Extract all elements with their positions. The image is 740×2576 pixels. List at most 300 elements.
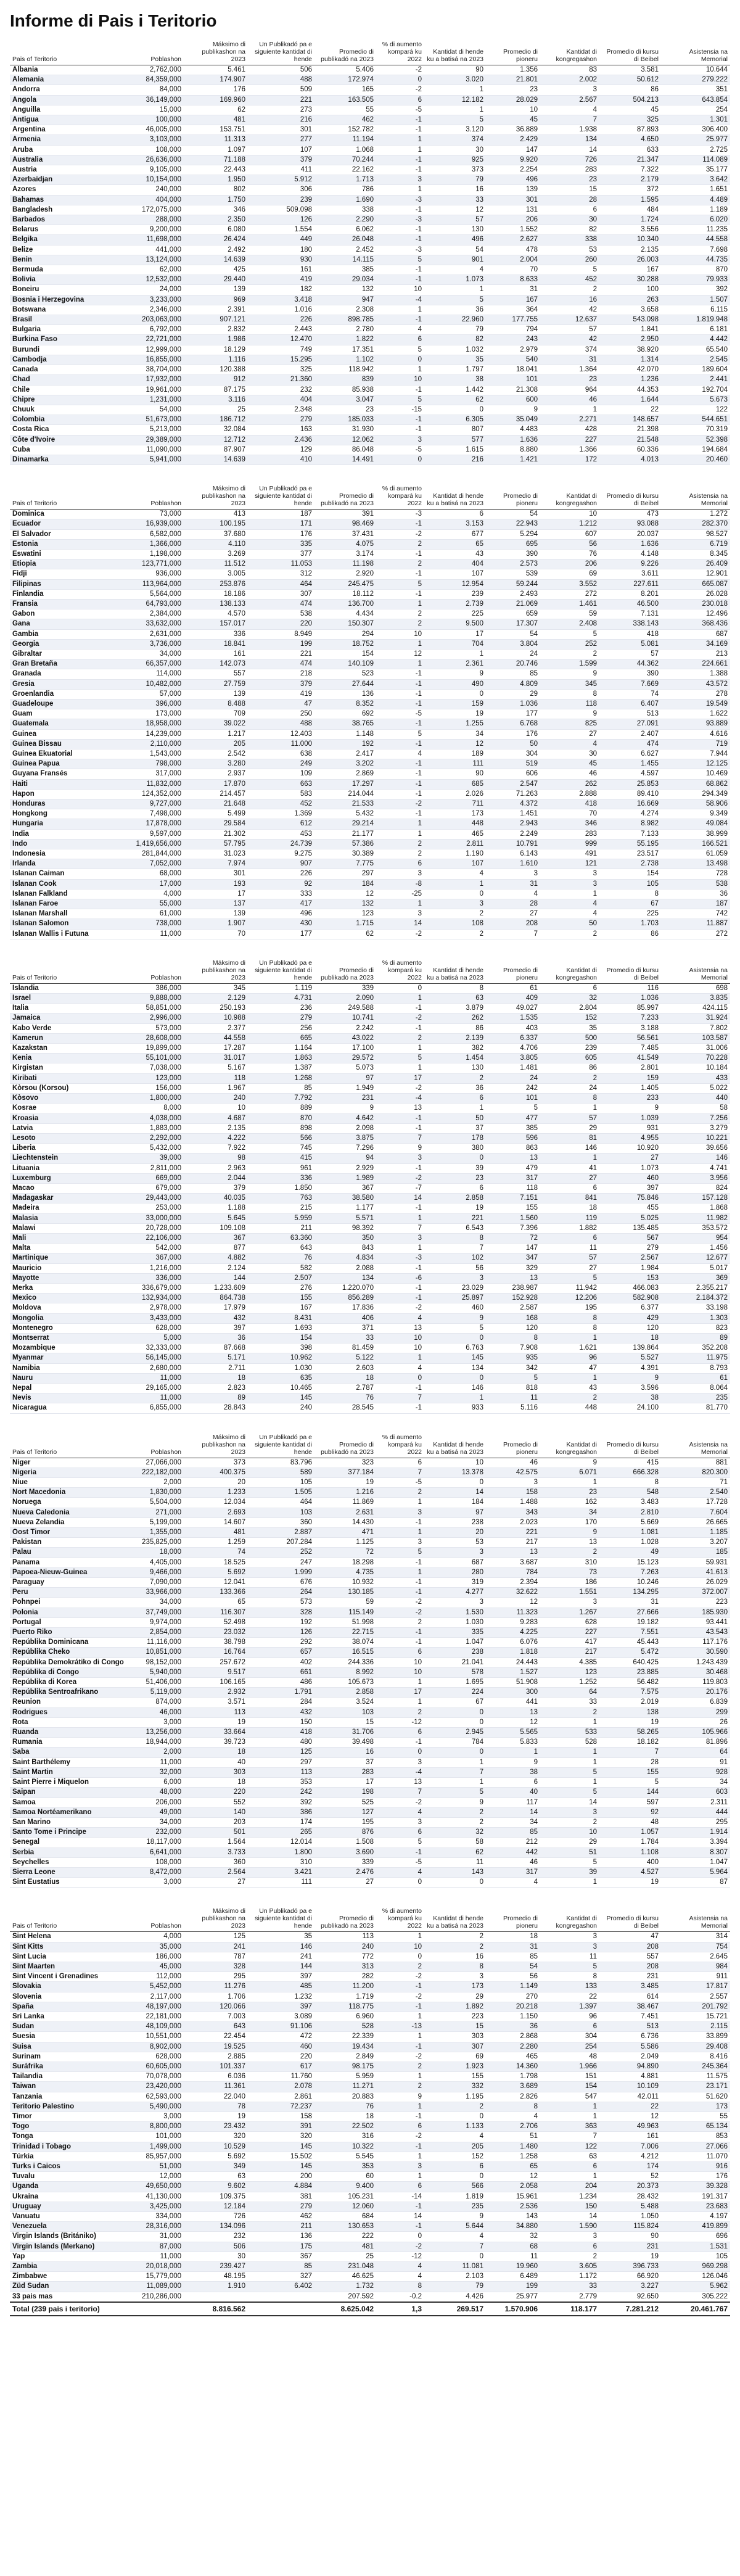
value-cell: 1.800 [248,1847,314,1857]
country-name-cell: Portugal [10,1617,127,1627]
table-row [10,1054,730,1063]
column-header: Promedio di publikadó na 2023 [314,484,376,510]
total-value-cell: 7.281.212 [599,2302,661,2316]
table-row [10,1982,730,1992]
column-header: Kantidat di kongregashon [540,484,599,510]
value-cell: -5 [376,1857,424,1867]
value-cell: 13 [486,1154,540,1163]
value-cell: 14,239,000 [127,729,184,739]
value-cell: 225 [424,609,486,619]
value-cell: 3.605 [540,2262,599,2272]
table-row [10,2002,730,2012]
value-cell: 8 [540,1313,599,1323]
value-cell: 2.861 [248,2092,314,2102]
value-cell: 38.798 [184,1638,248,1648]
value-cell: 10.469 [661,769,730,779]
value-cell: 127 [314,1807,376,1817]
table-row [10,869,730,879]
value-cell: 6 [376,1828,424,1838]
value-cell: 103 [314,1707,376,1717]
value-cell: 1.188 [184,1203,248,1213]
value-cell: 18,958,000 [127,719,184,729]
value-cell: 24 [486,1073,540,1083]
value-cell: 1,499,000 [127,2142,184,2152]
value-cell: 174 [248,1817,314,1827]
value-cell: 2 [424,1073,486,1083]
value-cell: 2.943 [486,819,540,829]
value-cell: 31.706 [314,1728,376,1738]
value-cell: 3.207 [661,1538,730,1548]
value-cell: 89.410 [599,789,661,799]
value-cell: 2.124 [184,1263,248,1273]
value-cell: 1.116 [184,355,248,365]
value-cell: 7.974 [184,859,248,869]
country-name-cell: Slovenia [10,1992,127,2002]
value-cell: 63 [184,2172,248,2182]
value-cell: 404 [424,559,486,569]
table-row [10,2142,730,2152]
value-cell: 856.289 [314,1294,376,1303]
value-cell: 5,432,000 [127,1144,184,1154]
value-cell: 21.177 [314,829,376,839]
value-cell: 1 [376,1932,424,1942]
value-cell: 115.149 [314,1608,376,1617]
value-cell: 2 [376,559,424,569]
value-cell: 39.723 [184,1738,248,1748]
country-name-cell: Islanan Cook [10,879,127,889]
value-cell: 150 [248,1717,314,1727]
column-header: % di aumento kompará ku 2022 [376,1906,424,1932]
table-row [10,1113,730,1123]
value-cell: 1.784 [599,1838,661,1847]
value-cell: 5.122 [314,1353,376,1363]
value-cell: 23,420,000 [127,2082,184,2092]
value-cell: 617 [248,2062,314,2071]
value-cell: 1.190 [424,849,486,859]
value-cell: 51.620 [661,2092,730,2102]
country-name-cell: Noruega [10,1498,127,1508]
value-cell: 1 [540,2172,599,2182]
value-cell: 2.725 [661,145,730,155]
value-cell: 87,000 [127,2242,184,2252]
value-cell: 11.194 [314,135,376,145]
value-cell: 1.695 [424,1678,486,1688]
value-cell: 118 [184,1073,248,1083]
value-cell: 3.571 [184,1698,248,1707]
value-cell: 79 [424,325,486,335]
table-row [10,510,730,519]
value-cell: 339 [314,983,376,993]
table-row [10,1992,730,2002]
value-cell: 134 [424,1363,486,1373]
value-cell: 7.003 [184,2012,248,2021]
column-header: Un Publikadó pa e siguiente kantidat di hende [248,484,314,510]
country-name-cell: Saint Martin [10,1767,127,1777]
value-cell: 1.599 [540,659,599,669]
value-cell: 1.508 [314,1838,376,1847]
value-cell: 2.493 [486,589,540,599]
value-cell: 1.488 [486,1498,540,1508]
value-cell: 5.116 [486,1403,540,1413]
country-name-cell: Nevis [10,1393,127,1403]
table-row [10,2262,730,2272]
table-row [10,1373,730,1383]
value-cell: 8 [540,1972,599,1982]
value-cell: 7.256 [661,1113,730,1123]
value-cell: 153.751 [184,125,248,135]
value-cell: 26,636,000 [127,155,184,165]
value-cell: 481 [314,2242,376,2252]
value-cell: 272 [661,929,730,939]
value-cell: 496 [248,909,314,919]
value-cell: 984 [661,1962,730,1971]
value-cell: 22,106,000 [127,1233,184,1243]
value-cell: 9,974,000 [127,1617,184,1627]
table-row [10,1313,730,1323]
value-cell: 19 [184,2112,248,2121]
country-name-cell: Surinam [10,2052,127,2062]
value-cell: 18.182 [599,1738,661,1748]
value-cell: 147 [486,1244,540,1253]
country-name-cell: Mongolia [10,1313,127,1323]
value-cell: 907.121 [184,315,248,325]
value-cell: 11.982 [661,1213,730,1223]
value-cell: 5 [540,1767,599,1777]
value-cell: 430 [248,919,314,929]
value-cell: 177 [248,929,314,939]
value-cell: 55,000 [127,899,184,909]
column-header: Máksimo di publikashon na 2023 [184,958,248,984]
value-cell: 471 [314,1528,376,1538]
value-cell: 3 [376,1817,424,1827]
value-cell: 335 [424,1628,486,1638]
value-cell: 63 [540,2152,599,2161]
value-cell: 711 [424,799,486,809]
value-cell: -1 [376,205,424,215]
value-cell: 19 [599,1878,661,1888]
value-cell: 51,673,000 [127,415,184,425]
table-row [10,95,730,105]
value-cell: 83 [540,65,599,75]
value-cell: 92.650 [599,2292,661,2302]
value-cell: 8.064 [661,1383,730,1393]
value-cell: 62 [424,395,486,405]
value-cell: 3.552 [540,579,599,589]
value-cell: 1.719 [314,1992,376,2002]
value-cell: 101,000 [127,2132,184,2142]
value-cell: 21.398 [599,425,661,435]
value-cell: 10 [184,1104,248,1113]
value-cell: 7.604 [661,1508,730,1517]
value-cell: 134 [314,1273,376,1283]
value-cell: -1 [376,569,424,579]
value-cell: 37 [314,1757,376,1767]
value-cell: 1.949 [314,1083,376,1093]
value-cell: 56.561 [599,1033,661,1043]
value-cell: 132 [314,899,376,909]
value-cell: 5 [376,255,424,265]
value-cell: 23.683 [661,2202,730,2211]
value-cell: 5,504,000 [127,1498,184,1508]
value-cell: 382 [424,1044,486,1054]
column-header: Un Publikadó pa e siguiente kantidat di hende [248,1906,314,1932]
value-cell: 1,231,000 [127,395,184,405]
value-cell: 51.998 [314,1617,376,1627]
value-cell: 107 [248,145,314,155]
value-cell: 1 [376,659,424,669]
value-cell: 5 [376,1548,424,1558]
value-cell: 573,000 [127,1023,184,1033]
value-cell: 113 [314,1932,376,1942]
country-name-cell: Anguilla [10,105,127,115]
value-cell: 2 [540,2252,599,2261]
value-cell: 60 [314,2172,376,2182]
value-cell: 33.198 [661,1303,730,1313]
value-cell: 2.002 [540,75,599,85]
value-cell: 27.759 [184,679,248,689]
table-row [10,819,730,829]
value-cell: 260 [540,255,599,265]
value-cell: 9 [540,709,599,719]
value-cell: 56 [486,1972,540,1982]
value-cell: 2.858 [424,1194,486,1203]
value-cell: 144 [248,1962,314,1971]
table-row [10,2292,730,2302]
value-cell: 241 [184,1942,248,1952]
value-cell: 33 [424,195,486,205]
value-cell: 2.044 [184,1173,248,1183]
value-cell: 108,000 [127,1857,184,1867]
value-cell: 84,000 [127,85,184,95]
value-cell: 3 [540,1942,599,1952]
value-cell: -1 [376,415,424,425]
value-cell: -1 [376,2112,424,2121]
value-cell: 4 [376,749,424,759]
value-cell: 241 [248,1952,314,1962]
value-cell [248,2292,314,2302]
value-cell: 543.098 [599,315,661,325]
column-header: Máksimo di publikashon na 2023 [184,1906,248,1932]
value-cell: 17 [376,1688,424,1698]
column-header: Poblashon [127,1432,184,1458]
value-cell: 1.732 [314,2282,376,2292]
table-row [10,689,730,699]
country-name-cell: Uruguay [10,2202,127,2211]
value-cell: 453 [248,829,314,839]
table-row [10,849,730,859]
value-cell: 2 [376,1707,424,1717]
value-cell: 10 [376,1657,424,1667]
table-row [10,1203,730,1213]
value-cell: 3 [424,899,486,909]
value-cell: 89 [184,1393,248,1403]
value-cell: 2,000 [127,1478,184,1488]
value-cell: 665.087 [661,579,730,589]
value-cell: 504.213 [599,95,661,105]
value-cell: 349 [184,2162,248,2172]
value-cell: 44.353 [599,385,661,395]
value-cell: 1.032 [424,345,486,355]
value-cell: 7.133 [599,829,661,839]
value-cell: 157.128 [661,1194,730,1203]
value-cell: 9 [376,1144,424,1154]
table-row [10,1133,730,1143]
value-cell: 4 [376,1807,424,1817]
value-cell: 7.006 [599,2142,661,2152]
value-cell: 145 [248,2142,314,2152]
value-cell: 1.073 [599,1163,661,1173]
value-cell: 538 [661,879,730,889]
value-cell: 100,000 [127,115,184,125]
value-cell: 379 [248,679,314,689]
value-cell: 32 [486,2232,540,2242]
value-cell: 24,000 [127,285,184,295]
value-cell: 57 [424,215,486,225]
table-row [10,365,730,375]
value-cell: 5.294 [486,529,540,539]
value-cell: 1.923 [424,2062,486,2071]
value-cell: 91.106 [248,2022,314,2032]
country-name-cell: Slovakia [10,1982,127,1992]
table-row [10,1144,730,1154]
value-cell: 14 [486,1807,540,1817]
table-row [10,579,730,589]
value-cell: 32.084 [184,425,248,435]
value-cell: 1,543,000 [127,749,184,759]
value-cell: 428 [540,425,599,435]
value-cell: 657 [248,1648,314,1657]
value-cell: 165 [314,85,376,95]
value-cell: 392 [248,1798,314,1807]
value-cell: 32 [424,1828,486,1838]
value-cell: 8 [540,1323,599,1333]
value-cell: 2,854,000 [127,1628,184,1638]
value-cell: 192 [314,739,376,749]
value-cell: 172,075,000 [127,205,184,215]
value-cell: 72 [486,1233,540,1243]
value-cell: 1 [540,1373,599,1383]
value-cell: 1.818 [486,1648,540,1657]
value-cell: 92 [248,879,314,889]
value-cell: 523 [314,669,376,679]
value-cell: 5,564,000 [127,589,184,599]
value-cell: 1 [376,2102,424,2112]
value-cell: 1.986 [184,335,248,345]
value-cell: 14.607 [184,1517,248,1527]
value-cell: 336 [184,629,248,639]
value-cell: 692 [314,709,376,719]
value-cell: 34,000 [127,1817,184,1827]
value-cell: 5 [376,729,424,739]
value-cell: 19.549 [661,699,730,709]
value-cell: 429 [599,1313,661,1323]
value-cell: 0 [424,2172,486,2182]
country-name-cell: Virgin Islands (Merkano) [10,2242,127,2252]
value-cell: 85 [248,1083,314,1093]
value-cell: 2.823 [184,1383,248,1393]
value-cell: 372.007 [661,1588,730,1598]
value-cell: 8.488 [184,699,248,709]
value-cell: 385 [314,265,376,275]
value-cell: 27,066,000 [127,1458,184,1468]
value-cell: 386,000 [127,983,184,993]
country-name-cell: Etiopia [10,559,127,569]
value-cell: 2.049 [599,2052,661,2062]
value-cell: 413 [184,510,248,519]
table-row [10,859,730,869]
value-cell: 2.355.217 [661,1283,730,1293]
value-cell: 14 [376,1194,424,1203]
value-cell: 26.665 [661,1517,730,1527]
value-cell: 9 [424,2212,486,2222]
value-cell: 3 [376,2162,424,2172]
value-cell: 239 [248,195,314,205]
value-cell: 51,406,000 [127,1678,184,1688]
table-row [10,1648,730,1657]
value-cell: 10.109 [599,2082,661,2092]
value-cell: 2.311 [661,1798,730,1807]
value-cell: 133 [540,1982,599,1992]
value-cell: 5.022 [661,1083,730,1093]
value-cell: 130.653 [314,2222,376,2232]
value-cell: 184 [424,1498,486,1508]
country-name-cell: Madagaskar [10,1194,127,1203]
value-cell: 186,000 [127,1952,184,1962]
value-cell: 206,000 [127,1798,184,1807]
value-cell: 2.540 [661,1488,730,1498]
value-cell: 1 [376,1498,424,1508]
table-row [10,1013,730,1023]
value-cell: 106.165 [184,1678,248,1688]
value-cell: 448 [424,819,486,829]
value-cell: 1 [424,1393,486,1403]
value-cell: 6 [376,1728,424,1738]
table-row [10,1323,730,1333]
value-cell: 10.962 [248,1353,314,1363]
value-cell: 6.768 [486,719,540,729]
value-cell: 48,197,000 [127,2002,184,2012]
value-cell: 738,000 [127,919,184,929]
value-cell: 1.552 [486,225,540,235]
value-cell: 105 [599,879,661,889]
value-cell: 70 [184,929,248,939]
table-row [10,1567,730,1577]
value-cell: 108,000 [127,145,184,155]
value-cell: -1 [376,549,424,559]
value-cell: 400 [599,1857,661,1867]
value-cell: 709 [184,709,248,719]
value-cell: 1.172 [540,2272,599,2282]
value-cell: 163.505 [314,95,376,105]
value-cell: 1.356 [486,65,540,75]
value-cell: 170 [540,1517,599,1527]
value-cell: 36 [486,2022,540,2032]
value-cell: 8.949 [248,629,314,639]
value-cell: 567 [599,1233,661,1243]
value-cell: 11,089,000 [127,2282,184,2292]
value-cell: 385 [486,1123,540,1133]
value-cell: 317 [486,1173,540,1183]
value-cell: 582.908 [599,1294,661,1303]
country-name-cell: Sint Maarten [10,1962,127,1971]
value-cell: 46 [486,1458,540,1468]
value-cell: 9,888,000 [127,994,184,1004]
value-cell: 31 [486,1942,540,1952]
value-cell: 211 [248,2222,314,2232]
value-cell: 6.489 [486,2272,540,2282]
country-table-section [10,39,730,465]
value-cell: 125 [184,1932,248,1942]
